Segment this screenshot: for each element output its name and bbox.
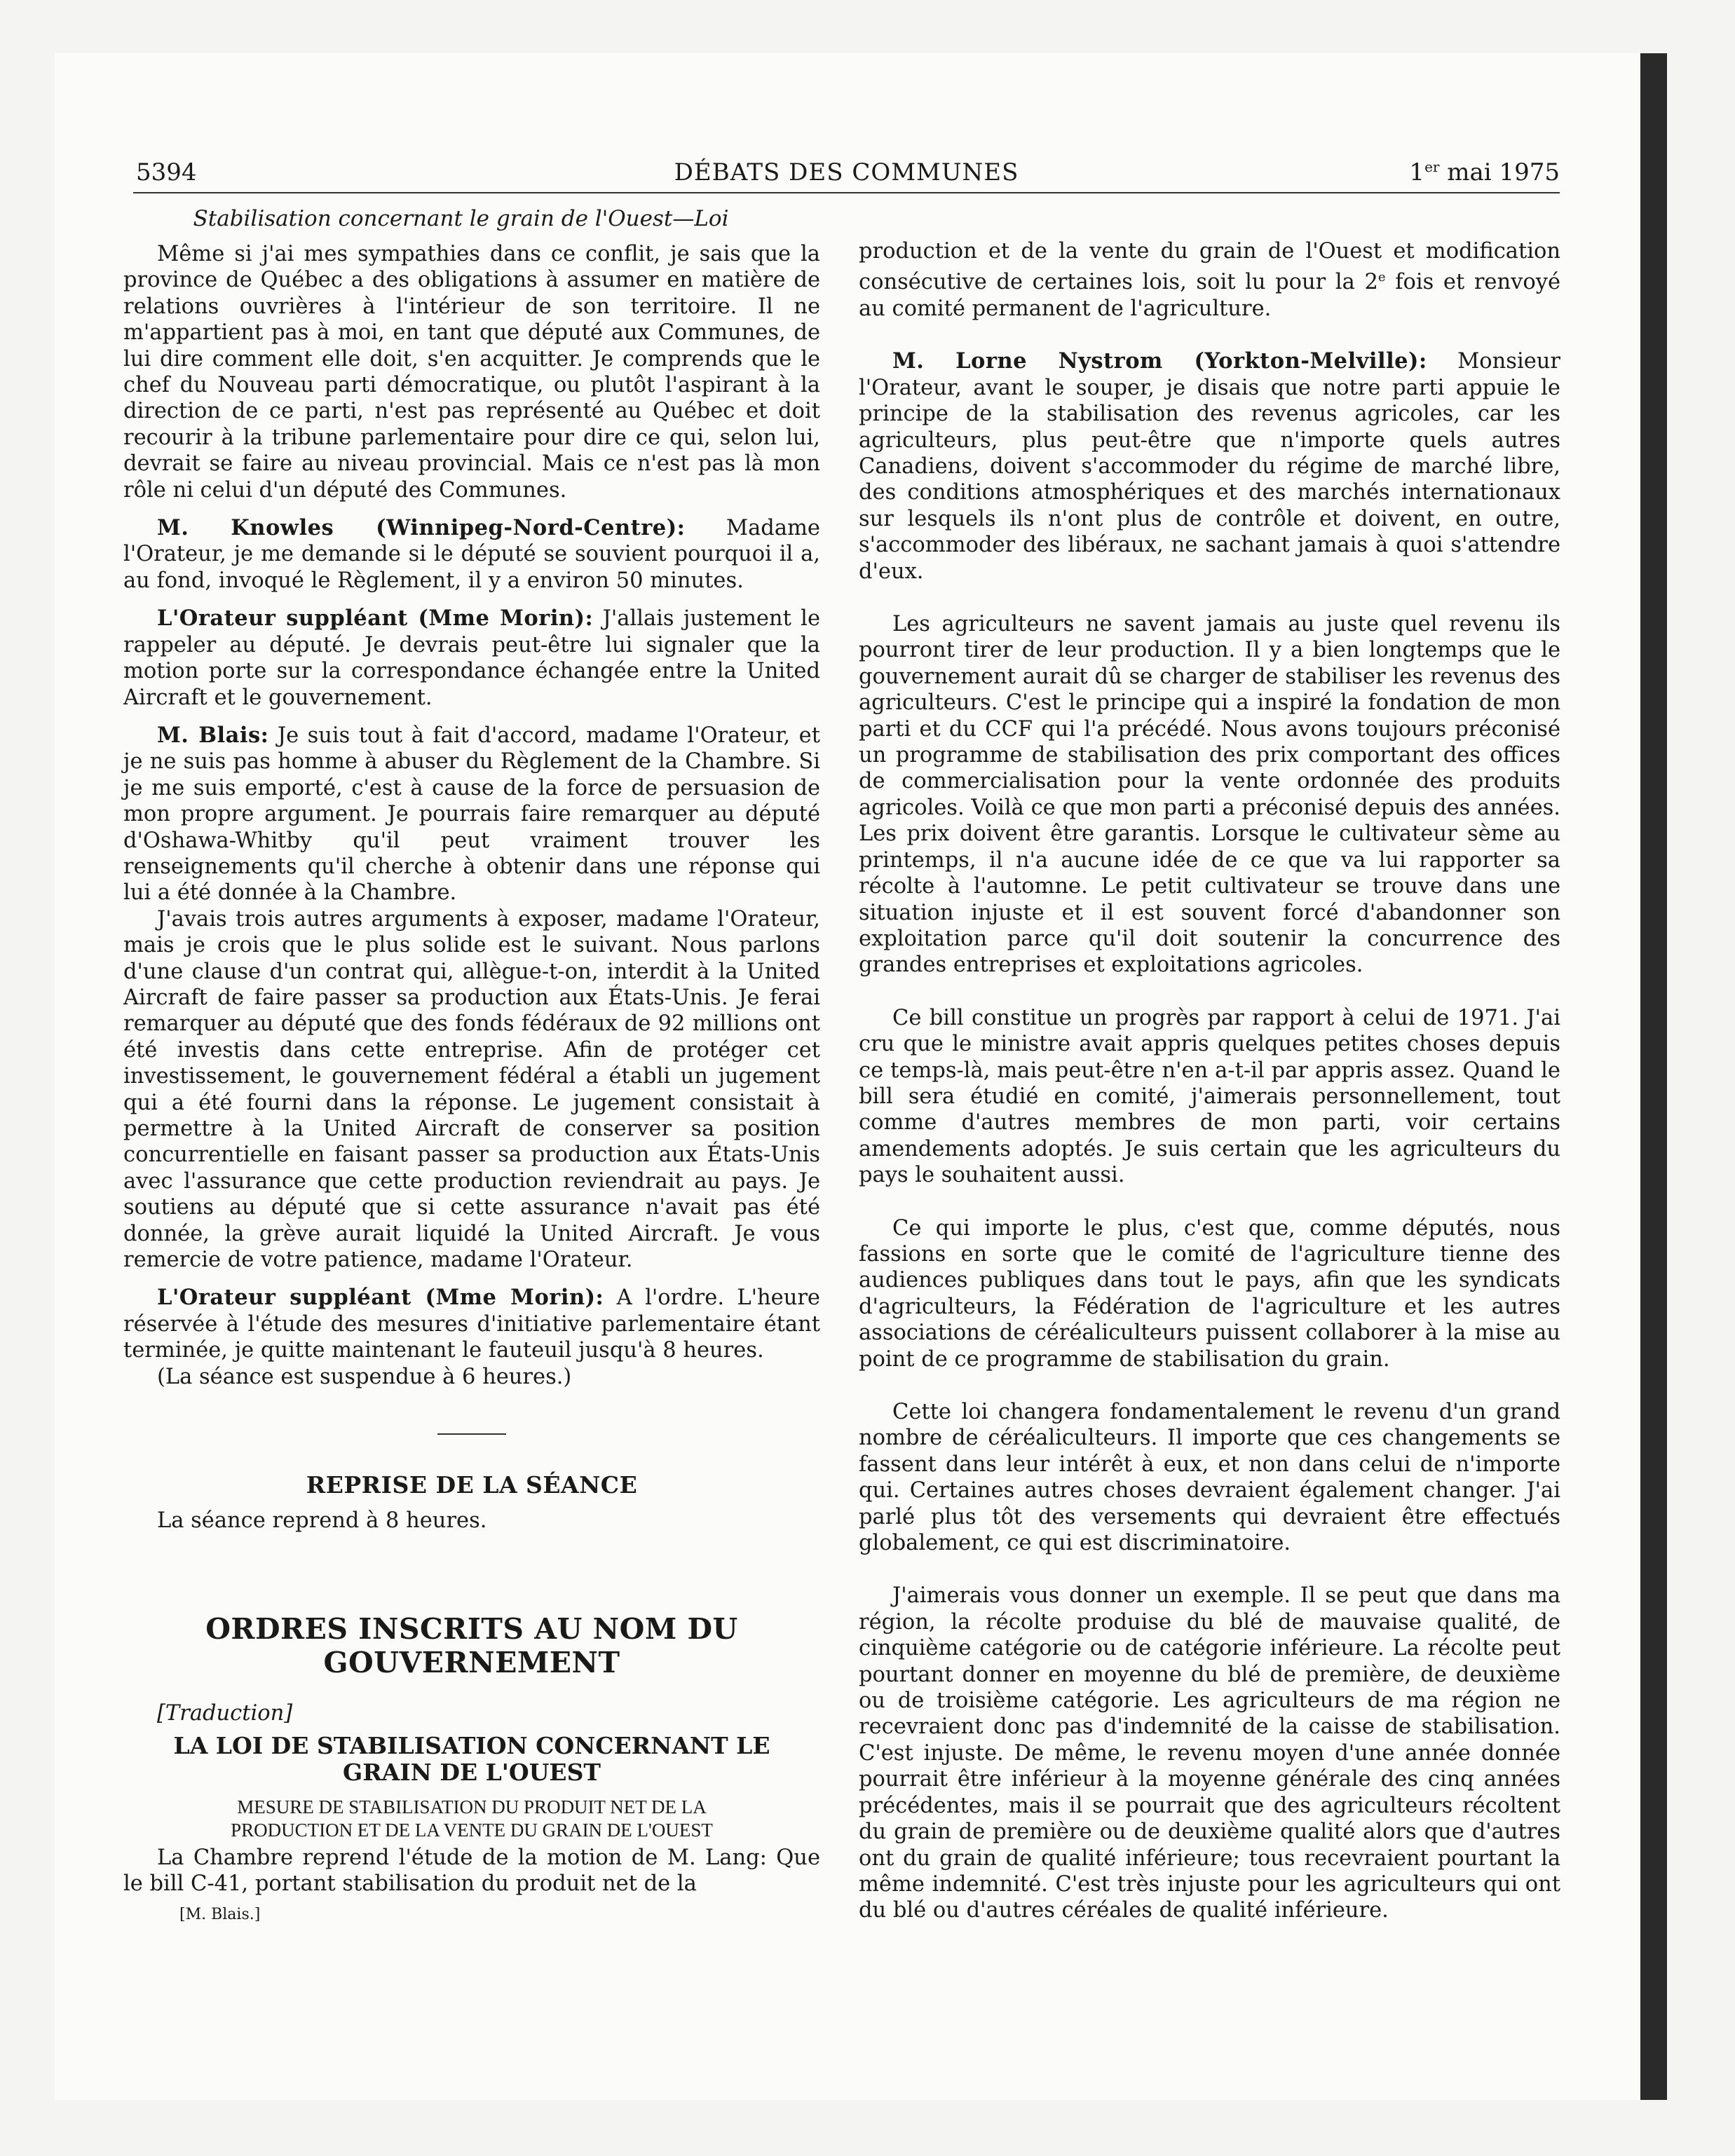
running-head: Stabilisation concernant le grain de l'Ouest—Loi [193,206,729,231]
paragraph: Même si j'ai mes sympathies dans ce conflit, je sais que la province de Québec a des obligations à assumer en matière de relations ouvrières à l'intérieur de son territoire. Il ne m'appartient pas à moi, en tant que député aux Communes, de lui dire comment elle doit, s'en acquitter. Je comprends que le chef du Nouveau parti démocratique, ou plutôt l'aspirant à la direction de ce parti, n'est pas représenté au Québec et doit recourir à la tribune parlementaire pour dire ce qui, selon lui, devrait se faire au niveau provincial. Mais ce n'est pas là mon rôle ni celui d'un député des Communes. [123,242,820,503]
speech: M. Knowles (Winnipeg-Nord-Centre): Madame l'Orateur, je me demande si le député se souvient pourquoi il a, au fond, invoqué le Règlement, il y a environ 50 minutes. [123,515,820,593]
translation-marker: [Traduction] [157,1701,293,1726]
orders-heading: ORDRES INSCRITS AU NOM DU GOUVERNEMENT [205,1612,738,1680]
right-column [859,238,1560,1924]
left-column [123,238,820,1928]
scan-edge [1640,53,1667,2100]
speaker-name: M. Lorne Nystrom (Yorkton-Melville): [892,348,1427,374]
motion-text: La Chambre reprend l'étude de la motion de M. Lang: Que le bill C-41, portant stabilisation du produit net de la [123,1845,820,1897]
section-divider [437,1433,506,1435]
paragraph: J'aimerais vous donner un exemple. Il se peut que dans ma région, la récolte produise du blé de mauvaise qualité, de cinquième catégorie ou de catégorie inférieure. La récolte peut pourtant donner en moyenne du blé de première, de deuxième ou de troisième catégorie. Les agriculteurs de ma région ne recevraient donc pas d'indemnité de la caisse de stabilisation. C'est injuste. De même, le revenu moyen d'une année donnée pourrait être inférieur à la moyenne générale des cinq années précédentes, mais il se pourrait que des agriculteurs récoltent du grain de première ou de deuxième qualité alors que d'autres ont du grain de qualité inférieure; tous recevraient pourtant la même indemnité. C'est très injuste pour les agriculteurs qui ont du blé ou d'autres céréales de qualité inférieure. [859,1583,1560,1923]
publication-title: DÉBATS DES COMMUNES [674,158,1019,186]
speech: M. Lorne Nystrom (Yorkton-Melville): Monsieur l'Orateur, avant le souper, je disais que notre parti appuie le principe de la stabilisation des revenus agricoles, car les agriculteurs, plus peut-être que n'importe quels autres Canadiens, doivent s'accommoder du régime de marché libre, des conditions atmosphériques et des marchés internationaux sur lesquels ils n'ont plus de contrôle et doivent, en outre, s'accommoder des libéraux, ne sachant jamais à quoi s'attendre d'eux. [859,348,1560,584]
bill-heading: LA LOI DE STABILISATION CONCERNANT LE GRAIN DE L'OUEST [173,1731,770,1786]
page-header [133,153,1560,193]
speaker-name: L'Orateur suppléant (Mme Morin): [157,1285,604,1311]
speech: M. Blais: Je suis tout à fait d'accord, madame l'Orateur, et je ne suis pas homme à abuser du Règlement de la Chambre. Si je me suis emporté, c'est à cause de la force de persuasion de mon propre argument. Je pourrais faire remarquer au député d'Oshawa-Whitby qu'il peut vraiment trouver les renseignements qu'il cherche à obtenir dans une réponse qui lui a été donnée à la Chambre. [123,722,820,906]
bill-subheading: MESURE DE STABILISATION DU PRODUIT NET DE LA PRODUCTION ET DE LA VENTE DU GRAIN DE L'OUEST [231,1796,713,1841]
speaker-name: L'Orateur suppléant (Mme Morin): [157,606,594,632]
paragraph: Ce qui importe le plus, c'est que, comme députés, nous fassions en sorte que le comité de l'agriculture tienne des audiences publiques dans tout le pays, afin que les syndicats d'agriculteurs, la Fédération de l'agriculture et les autres associations de céréaliculteurs puissent collaborer à la mise au point de ce programme de stabilisation du grain. [859,1215,1560,1372]
paragraph: J'avais trois autres arguments à exposer, madame l'Orateur, mais je crois que le plus solide est le suivant. Nous parlons d'une clause d'un contrat qui, allègue-t-on, interdit à la United Aircraft de faire passer sa production aux États-Unis. Je ferai remarquer au député que des fonds fédéraux de 92 millions ont été investis dans cette entreprise. Afin de protéger cet investissement, le gouvernement fédéral a établi un jugement qui a été fourni dans la réponse. Le jugement consistait à permettre à la United Aircraft de conserver sa position concurrentielle en faisant passer sa production aux États-Unis avec l'assurance que cette production reviendrait au pays. Je soutiens au député que si cette assurance n'avait pas été donnée, la grève aurait liquidé la United Aircraft. Je vous remercie de votre patience, madame l'Orateur. [123,906,820,1273]
paragraph: Ce bill constitue un progrès par rapport à celui de 1971. J'ai cru que le ministre avait appris quelques petites choses depuis ce temps-là, mais peut-être n'en a-t-il par appris assez. Quand le bill sera étudié en comité, j'aimerais personnellement, tout comme d'autres membres de mon parti, voir certains amendements adoptés. Je suis certain que les agriculteurs du pays le souhaitent aussi. [859,1005,1560,1188]
paragraph: Cette loi changera fondamentalement le revenu d'un grand nombre de céréaliculteurs. Il importe que ces changements se fassent dans leur intérêt à eux, et non dans celui de n'importe qui. Certaines autres choses devraient également changer. J'ai parlé plus tôt des versements qui devraient être effectués globalement, ce qui est discriminatoire. [859,1400,1560,1556]
speech: L'Orateur suppléant (Mme Morin): J'allais justement le rappeler au député. Je devrais peut-être lui signaler que la motion porte sur la correspondance échangée entre la United Aircraft et le gouvernement. [123,606,820,710]
page-number: 5394 [136,158,197,186]
speaker-name: M. Knowles (Winnipeg-Nord-Centre): [157,515,686,541]
speaker-name: M. Blais: [157,722,269,748]
speech: L'Orateur suppléant (Mme Morin): A l'ordre. L'heure réservée à l'étude des mesures d'initiative parlementaire étant terminée, je quitte maintenant le fauteuil jusqu'à 8 heures. [123,1285,820,1363]
paragraph: Les agriculteurs ne savent jamais au juste quel revenu ils pourront tirer de leur production. Il y a bien longtemps que le gouvernement aurait dû se charger de stabiliser les revenus des agriculteurs. C'est le principe qui a inspiré la fondation de mon parti et du CCF qui l'a précédé. Nous avons toujours préconisé un programme de stabilisation des prix comportant des offices de commercialisation pour la vente ordonnée des produits agricoles. Voilà ce que mon parti a préconisé depuis des années. Les prix doivent être garantis. Lorsque le cultivateur sème au printemps, il n'a aucune idée de ce que va lui rapporter sa récolte à l'automne. Le petit cultivateur se trouve dans une situation injuste et il est souvent forcé d'abandonner son exploitation parce qu'il doit soutenir la concurrence des grandes entreprises et exploitations agricoles. [859,612,1560,978]
session-suspended-note: (La séance est suspendue à 6 heures.) [157,1364,572,1389]
page-date: 1er mai 1975 [1409,158,1560,186]
reprise-heading: REPRISE DE LA SÉANCE [306,1471,638,1499]
speaker-attribution: [M. Blais.] [179,1905,261,1923]
paragraph: production et de la vente du grain de l'Ouest et modification consécutive de certaines lois, soit lu pour la 2e fois et renvoyé au comité permanent de l'agriculture. [859,239,1560,321]
reprise-text: La séance reprend à 8 heures. [157,1508,487,1534]
